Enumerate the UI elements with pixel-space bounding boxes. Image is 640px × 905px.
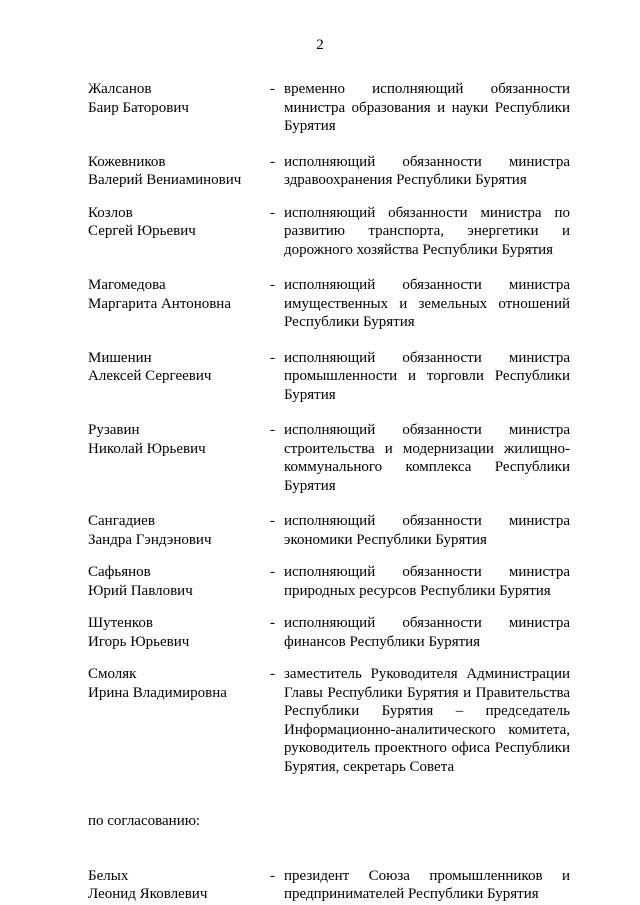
agreement-label: по согласованию: [88, 813, 201, 829]
member-surname: Шутенков [88, 615, 153, 631]
member-given-names: Николай Юрьевич [88, 440, 206, 457]
member-given-names: Маргарита Антоновна [88, 295, 231, 312]
entry-dash: - [270, 666, 275, 682]
entry-dash: - [270, 277, 275, 293]
member-entry [88, 421, 570, 495]
member-role: исполняющий обязанности министра природных ресурсов Республики Бурятия [284, 564, 570, 599]
member-name [88, 204, 270, 241]
entry-dash: - [270, 615, 275, 631]
member-name [88, 867, 270, 904]
member-role: исполняющий обязанности министра промышленности и торговли Республики Бурятия [284, 349, 570, 403]
member-surname: Белых [88, 867, 129, 884]
entry-dash: - [270, 422, 275, 438]
member-given-names: Баир Баторович [88, 99, 189, 116]
member-role: исполняющий обязанности министра финансов Республики Бурятия [284, 615, 570, 650]
member-given-names: Юрий Павлович [88, 582, 193, 599]
member-given-names: Сергей Юрьевич [88, 223, 196, 239]
member-entry [88, 153, 570, 190]
member-name [88, 153, 270, 190]
member-surname: Кожевников [88, 153, 166, 170]
entry-dash: - [270, 204, 275, 221]
member-surname: Жалсанов [88, 81, 152, 97]
member-entry [88, 349, 570, 405]
member-surname: Рузавин [88, 422, 140, 438]
member-name [88, 276, 270, 313]
member-name [88, 563, 270, 600]
entry-dash: - [270, 867, 275, 884]
agreed-member-entry [88, 867, 570, 904]
member-name [88, 614, 270, 651]
member-role: исполняющий обязанности министра имущественных и земельных отношений Республики Бурятия [284, 277, 570, 330]
member-role: исполняющий обязанности министра здравоохранения Республики Бурятия [284, 153, 570, 188]
member-given-names: Игорь Юрьевич [88, 633, 190, 650]
member-entry [88, 563, 570, 600]
member-given-names: Валерий Вениаминович [88, 172, 242, 188]
member-role: исполняющий обязанности министра строительства и модернизации жилищно-коммунального комплекса Республики Бурятия [284, 422, 570, 494]
entry-dash: - [270, 513, 275, 529]
member-entry [88, 204, 570, 260]
member-entry [88, 276, 570, 332]
member-role: временно исполняющий обязанности министра образования и науки Республики Бурятия [284, 81, 570, 134]
member-name [88, 665, 270, 702]
member-surname: Сафьянов [88, 564, 151, 580]
member-given-names: Ирина Владимировна [88, 684, 227, 701]
member-surname: Смоляк [88, 666, 137, 682]
member-name [88, 349, 270, 386]
council-member-list [88, 80, 570, 904]
member-surname: Козлов [88, 204, 133, 221]
member-surname: Мишенин [88, 349, 152, 366]
member-given-names: Алексей Сергеевич [88, 368, 212, 384]
entry-dash: - [270, 153, 275, 170]
entry-dash: - [270, 349, 275, 366]
member-surname: Магомедова [88, 277, 166, 293]
entry-dash: - [270, 564, 275, 580]
member-name [88, 80, 270, 117]
entry-dash: - [270, 81, 275, 97]
page-number: 2 [316, 37, 324, 53]
member-surname: Сангадиев [88, 513, 155, 529]
member-role: исполняющий обязанности министра экономики Республики Бурятия [284, 513, 570, 548]
member-given-names: Зандра Гэндэнович [88, 531, 212, 548]
member-role: исполняющий обязанности министра по развитию транспорта, энергетики и дорожного хозяйства Республики Бурятия [284, 204, 570, 258]
member-entry [88, 80, 570, 136]
member-entry [88, 614, 570, 651]
member-entry [88, 665, 570, 776]
member-entry [88, 512, 570, 549]
member-name [88, 421, 270, 458]
member-name [88, 512, 270, 549]
member-role: президент Союза промышленников и предпринимателей Республики Бурятия [284, 867, 570, 902]
member-given-names: Леонид Яковлевич [88, 886, 208, 902]
member-role: заместитель Руководителя Администрации Главы Республики Бурятия и Правительства Республики Бурятия – председатель Информационно-аналитического комитета, руководитель проектного офиса Республики Бурятия, секретарь Совета [284, 666, 570, 775]
